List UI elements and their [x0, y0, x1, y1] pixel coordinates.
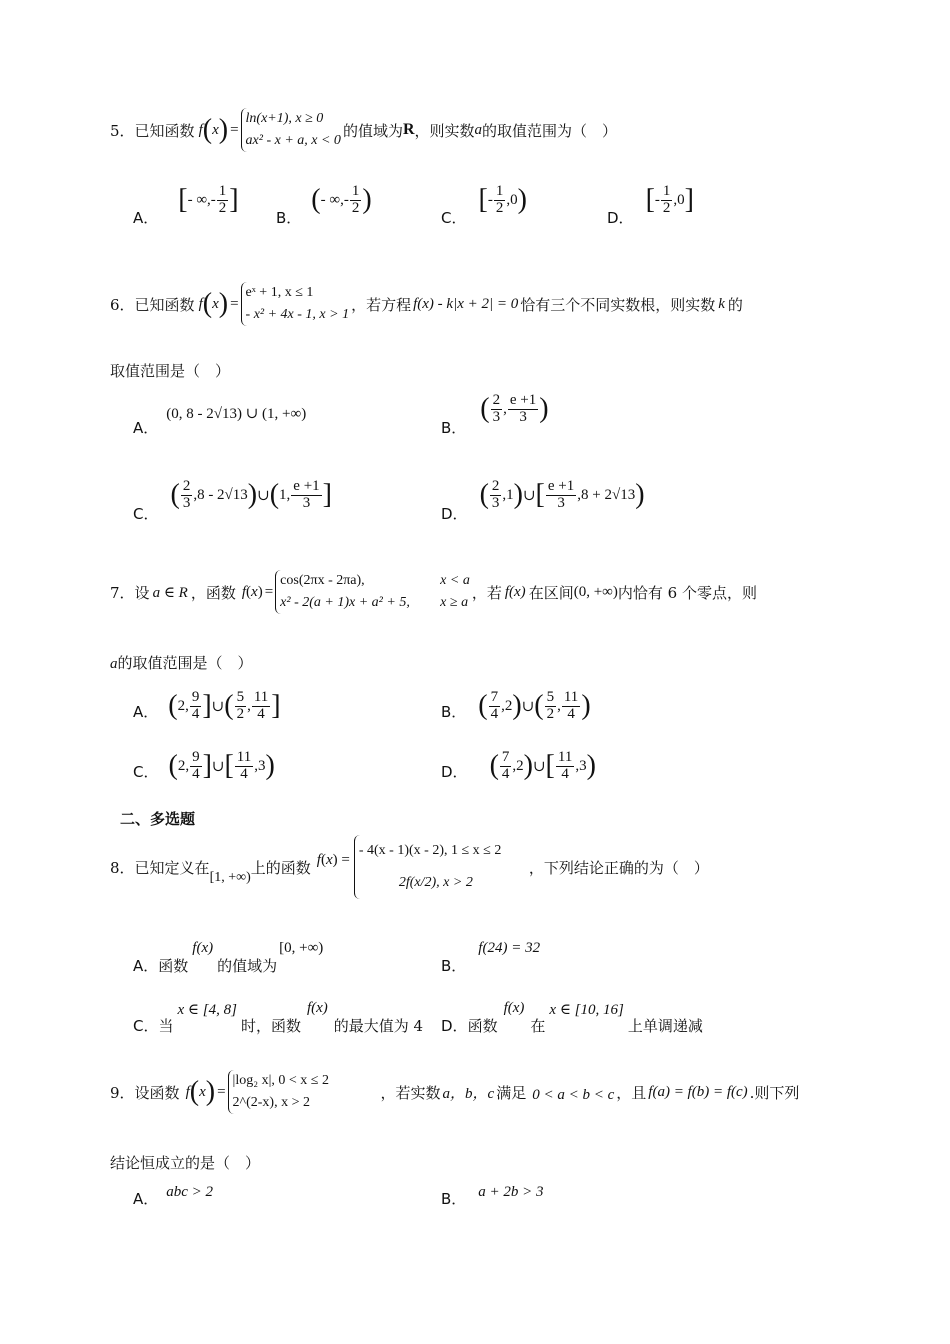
q8-stem-c: ，下列结论正确的为（ ） — [528, 858, 709, 877]
q5-a-math: [ - ∞,- $\frac{1}{2}$ ] — [178, 182, 239, 216]
option-text: abc > 2 — [166, 1184, 214, 1200]
option-label: D． — [441, 505, 468, 523]
q7-piece1: cos(2πx - 2πa), — [280, 573, 365, 589]
q9-stem-b: ，若实数 — [380, 1083, 441, 1102]
option-label: C． — [133, 762, 159, 781]
q6-c-math: ( $\frac{2}{3}$ ,8 - 2√13 ) ∪ ( 1, $\frac{e +1}{3}$ ] — [170, 477, 332, 511]
q7-piecewise — [275, 570, 470, 613]
option-label: A． — [133, 1190, 159, 1208]
q8-d-fx: f(x) — [503, 1000, 525, 1016]
section-heading-multi-choice: 二、多选题 — [120, 810, 196, 828]
q9-number: 9． — [110, 1083, 135, 1102]
q9-eq: f(a) = f(b) = f(c) — [648, 1083, 748, 1100]
q6-stem-d: 的 — [727, 295, 743, 314]
q8-option-a[interactable] — [133, 940, 323, 976]
q6-piece1: eˣ + 1, x ≤ 1 — [245, 285, 314, 301]
q6-option-c[interactable] — [133, 477, 332, 526]
q5-stem-b: 的值域为 — [342, 121, 403, 140]
q5-option-a[interactable] — [133, 182, 239, 230]
q5-option-b[interactable] — [276, 182, 372, 230]
q8-b-text: f(24) = 32 — [478, 940, 541, 956]
q7-line2-var: a — [110, 656, 118, 672]
q9-option-a[interactable] — [133, 1184, 213, 1209]
q6-d-math: ( $\frac{2}{3}$ ,1 ) ∪ [ $\frac{e +1}{3}$ ,8 + 2√13 ) — [479, 477, 645, 511]
q8-d-text3: 上单调递减 — [627, 1017, 703, 1035]
q8-d-text: 函数 — [467, 1017, 498, 1035]
q8-domain: [1, +∞) — [209, 870, 251, 885]
option-label: C． — [441, 209, 467, 227]
option-text: (0, 8 - 2√13) ∪ (1, +∞) — [166, 405, 307, 422]
q8-option-d[interactable] — [441, 1000, 703, 1036]
q7-piece1-cond: x < a — [440, 573, 470, 589]
q7-piece2: x² - 2(a + 1)x + a² + 5, — [280, 595, 410, 610]
q9-stem: 9． 设函数 f ( x ) = |log₂ x|, 0 < x ≤ 2 2^(2-x), x > 2 ，若实数 a，b，c 满足 0 < a < b < c ，且 f(a) = f(b) = f(c) .则下列 — [110, 1062, 799, 1122]
q7-fx: f(x) — [504, 583, 526, 600]
option-label: D． — [441, 762, 468, 781]
option-text: a + 2b > 3 — [478, 1184, 544, 1200]
q9-option-b[interactable] — [441, 1184, 544, 1209]
q8-stem: 8． 已知定义在 [1, +∞) 上的函数 f ( x ) = - 4(x - 1)(x - 2), 1 ≤ x ≤ 2 2f(x/2), x > 2 ，下列结论正确的为（ ） — [110, 832, 709, 902]
q7-option-a[interactable] — [133, 684, 281, 728]
q7-option-d[interactable] — [441, 744, 596, 788]
q7-line2-text: 的取值范围是（ ） — [117, 654, 253, 672]
q9-piecewise — [228, 1070, 363, 1113]
q8-a-range: [0, +∞) — [279, 940, 324, 956]
q6-option-a[interactable] — [133, 400, 306, 440]
q8-a-text: 函数 — [158, 957, 189, 975]
q8-c-text3: 的最大值为 4 — [333, 1017, 424, 1035]
q5-stem: 5． 已知函数 f ( x ) = ln(x+1), x ≥ 0 ax² - x + a, x < 0 的值域为 R ，则实数 a 的取值范围为（ ） — [110, 100, 617, 160]
q8-option-b[interactable] — [441, 940, 540, 976]
q8-d-range: x ∈ [10, 16] — [549, 1002, 624, 1018]
q5-var: a — [474, 121, 483, 138]
option-label: C． — [133, 1017, 159, 1035]
q9-stem-a: 设函数 — [134, 1083, 180, 1102]
q8-option-c[interactable] — [133, 1000, 423, 1036]
q6-equation: f(x) - k|x + 2| = 0 — [413, 295, 519, 312]
q7-stem-a: 设 — [134, 583, 150, 602]
q7-option-c[interactable] — [133, 744, 275, 788]
q5-number: 5． — [110, 121, 135, 140]
q7-interval: (0, +∞) — [573, 583, 618, 600]
option-label: B． — [441, 419, 467, 437]
q7-piece2-cond: x ≥ a — [440, 595, 469, 610]
q7-cond: a ∈ R — [152, 584, 188, 601]
q7-d-math: ( $\frac{7}{4}$ ,2 ) ∪ [ $\frac{11}{4}$ ,3 ) — [489, 748, 596, 782]
q8-c-text: 当 — [158, 1017, 174, 1035]
q7-line2 — [110, 652, 253, 673]
q7-stem-e: 内恰有 6 个零点，则 — [617, 583, 757, 602]
q7-b-math: ( $\frac{7}{4}$ ,2 ) ∪ ( $\frac{5}{2}$ , $\frac{11}{4}$ ) — [478, 688, 591, 722]
option-label: B． — [441, 957, 467, 975]
q8-c-text2: 时，函数 — [240, 1017, 301, 1035]
q8-c-fx: f(x) — [306, 1000, 328, 1016]
q7-stem: 7． 设 a ∈ R ，函数 f ( x ) = cos(2πx - 2πa), x < a x² - 2(a + 1)x + a² + 5, x ≥ a ，若 f(x) 在区间 (0, +∞) 内恰有 6 个零点，则 — [110, 562, 757, 622]
q5-piece2: ax² - x + a, x < 0 — [245, 133, 341, 148]
q9-stem-d: ，且 — [616, 1083, 647, 1102]
q7-stem-d: 在区间 — [528, 583, 574, 602]
q8-piece1: - 4(x - 1)(x - 2), 1 ≤ x ≤ 2 — [358, 842, 502, 858]
q8-stem-a: 已知定义在 — [134, 858, 210, 877]
q8-number: 8． — [110, 858, 135, 877]
option-label: A． — [133, 702, 159, 721]
q8-d-text2: 在 — [530, 1017, 546, 1035]
option-label: A． — [133, 419, 159, 437]
q5-piece1: ln(x+1), x ≥ 0 — [245, 111, 324, 127]
q9-stem-e: .则下列 — [749, 1083, 800, 1102]
q8-stem-b: 上的函数 — [250, 858, 311, 877]
q8-piecewise — [354, 835, 529, 899]
q5-stem-c: ，则实数 — [414, 121, 475, 140]
q5-stem-text: 已知函数 — [134, 121, 195, 140]
q8-piece2: 2f(x/2), x > 2 — [398, 875, 473, 890]
option-label: C． — [133, 505, 159, 523]
q7-number: 7． — [110, 583, 135, 602]
option-label: A． — [133, 957, 159, 975]
q7-stem-c: ，若 — [471, 583, 502, 602]
q9-piece2: 2^(2-x), x > 2 — [232, 1095, 310, 1110]
q5-R: R — [402, 121, 415, 138]
q6-number: 6． — [110, 295, 135, 314]
q9-line2: 结论恒成立的是（ ） — [110, 1154, 261, 1172]
q8-c-range: x ∈ [4, 8] — [177, 1002, 237, 1018]
q9-piece1: |log₂ x|, 0 < x ≤ 2 — [232, 1073, 329, 1089]
q5-option-d[interactable] — [607, 182, 694, 230]
q9-stem-c: 满足 — [496, 1083, 527, 1102]
option-label: D． — [441, 1017, 468, 1035]
q6-option-d[interactable] — [441, 477, 645, 526]
q6-piecewise — [241, 282, 350, 325]
q6-line2: 取值范围是（ ） — [110, 362, 231, 380]
option-label: A． — [133, 209, 159, 227]
q7-c-math: ( 2, $\frac{9}{4}$ ] ∪ [ $\frac{11}{4}$ ,3 ) — [168, 748, 275, 782]
q7-option-b[interactable] — [441, 684, 591, 728]
option-label: B． — [441, 1190, 467, 1208]
q6-b-math: ( $\frac{2}{3}$ , $\frac{e +1}{3}$ ) — [480, 391, 549, 425]
q6-stem-b: ，若方程 — [351, 295, 412, 314]
q5-b-math: ( - ∞,- $\frac{1}{2}$ ) — [311, 182, 372, 216]
q8-a-fx: f(x) — [192, 940, 214, 956]
q7-a-math: ( 2, $\frac{9}{4}$ ] ∪ ( $\frac{5}{2}$ , $\frac{11}{4}$ ] — [168, 688, 281, 722]
q6-piece2: - x² + 4x - 1, x > 1 — [245, 307, 350, 322]
option-label: D． — [607, 209, 634, 227]
q6-var: k — [718, 295, 725, 312]
q7-stem-b: ，函数 — [190, 583, 236, 602]
q6-option-b[interactable] — [441, 391, 549, 440]
q5-c-math: [ - $\frac{1}{2}$ ,0 ) — [478, 182, 527, 216]
q8-a-text2: 的值域为 — [217, 957, 278, 975]
q5-option-c[interactable] — [441, 182, 527, 230]
q5-d-math: [ - $\frac{1}{2}$ ,0 ] — [645, 182, 694, 216]
option-label: B． — [441, 702, 467, 721]
q5-stem-d: 的取值范围为（ ） — [482, 121, 618, 140]
q6-stem-a: 已知函数 — [134, 295, 195, 314]
q9-vars: a，b，c — [442, 1085, 495, 1102]
q6-stem-c: 恰有三个不同实数根，则实数 — [520, 295, 716, 314]
q6-stem: 6． 已知函数 f ( x ) = eˣ + 1, x ≤ 1 - x² + 4x - 1, x > 1 ，若方程 f(x) - k|x + 2| = 0 恰有三个不同实数根，则实数 k 的 — [110, 274, 743, 334]
q5-piecewise — [241, 108, 341, 151]
option-label: B． — [276, 209, 302, 227]
q9-ineq: 0 < a < b < c — [532, 1086, 615, 1103]
